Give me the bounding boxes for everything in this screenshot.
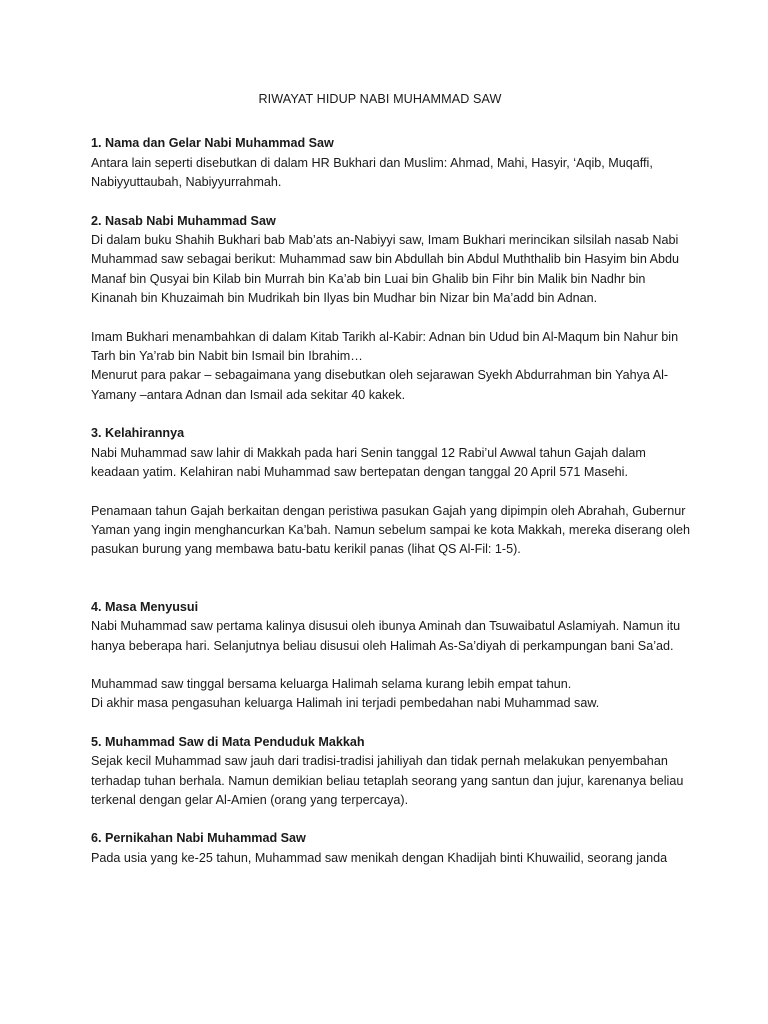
document-body (91, 90, 691, 887)
section-heading: 6. Pernikahan Nabi Muhammad Saw (91, 831, 306, 846)
paragraph: Sejak kecil Muhammad saw jauh dari tradisi-tradisi jahiliyah dan tidak pernah melakukan penyembahan terhadap tuhan berhala. Namun demikian beliau tetaplah seorang yang santun dan jujur, karenanya beliau terkenal dengan gelar Al-Amien (orang yang terpercaya). (91, 754, 684, 807)
paragraph: Penamaan tahun Gajah berkaitan dengan peristiwa pasukan Gajah yang dipimpin oleh Abrahah, Gubernur Yaman yang ingin menghancurkan Ka’bah. Namun sebelum sampai ke kota Makkah, mereka diserang oleh pasukan burung yang membawa batu-batu kerikil panas (lihat QS Al-Fil: 1-5). (91, 503, 691, 557)
section-heading: 5. Muhammad Saw di Mata Penduduk Makkah (91, 734, 365, 749)
section-nama-dan-gelar (91, 134, 691, 192)
document-title: RIWAYAT HIDUP NABI MUHAMMAD SAW (258, 92, 502, 106)
paragraph: Menurut para pakar – sebagaimana yang disebutkan oleh sejarawan Syekh Abdurrahman bin Yahya Al-Yamany –antara Adnan dan Ismail ada sekitar 40 kakek. (91, 368, 669, 402)
section-heading: 4. Masa Menyusui (91, 599, 199, 614)
paragraph: Nabi Muhammad saw lahir di Makkah pada hari Senin tanggal 12 Rabi’ul Awwal tahun Gajah dalam keadaan yatim. Kelahiran nabi Muhammad saw bertepatan dengan tanggal 20 April 571 Masehi. (91, 445, 646, 480)
paragraph: Imam Bukhari menambahkan di dalam Kitab Tarikh al-Kabir: Adnan bin Udud bin Al-Maqum bin Nahur bin Tarh bin Ya’rab bin Nabit bin Ismail bin Ibrahim… (91, 329, 679, 364)
section-masa-menyusui (91, 598, 691, 714)
paragraph: Di akhir masa pengasuhan keluarga Halimah ini terjadi pembedahan nabi Muhammad saw. (91, 696, 600, 711)
blank-line (91, 579, 691, 598)
paragraph: Muhammad saw tinggal bersama keluarga Halimah selama kurang lebih empat tahun. (91, 676, 572, 691)
section-heading: 3. Kelahirannya (91, 426, 185, 441)
section-pernikahan (91, 829, 691, 868)
section-heading: 2. Nasab Nabi Muhammad Saw (91, 213, 276, 228)
paragraph: Di dalam buku Shahih Bukhari bab Mab’ats an-Nabiyyi saw, Imam Bukhari merincikan silsilah nasab Nabi Muhammad saw sebagai berikut: Muhammad saw bin Abdullah bin Abdul Muththalib bin Hasyim bin Abdu Manaf bin Qusyai bin Kilab bin Murrah bin Ka’ab bin Luai bin Ghalib bin Fihr bin Malik bin Nadhr bin Kinanah bin Khuzaimah bin Mudrikah bin Ilyas bin Mudhar bin Nizar bin Ma’add bin Adnan. (91, 233, 680, 306)
section-penduduk-makkah (91, 733, 691, 811)
section-nasab (91, 212, 691, 406)
paragraph: Antara lain seperti disebutkan di dalam HR Bukhari dan Muslim: Ahmad, Mahi, Hasyir, ‘Aqib, Muqaffi, Nabiyyuttaubah, Nabiyyurrahmah. (91, 155, 653, 190)
section-heading: 1. Nama dan Gelar Nabi Muhammad Saw (91, 136, 334, 151)
paragraph: Pada usia yang ke-25 tahun, Muhammad saw menikah dengan Khadijah binti Khuwailid, seorang janda (91, 850, 668, 865)
section-kelahiran (91, 424, 691, 559)
paragraph: Nabi Muhammad saw pertama kalinya disusui oleh ibunya Aminah dan Tsuwaibatul Aslamiyah. Namun itu hanya beberapa hari. Selanjutnya beliau disusui oleh Halimah As-Sa’diyah di perkampungan bani Sa’ad. (91, 619, 681, 653)
